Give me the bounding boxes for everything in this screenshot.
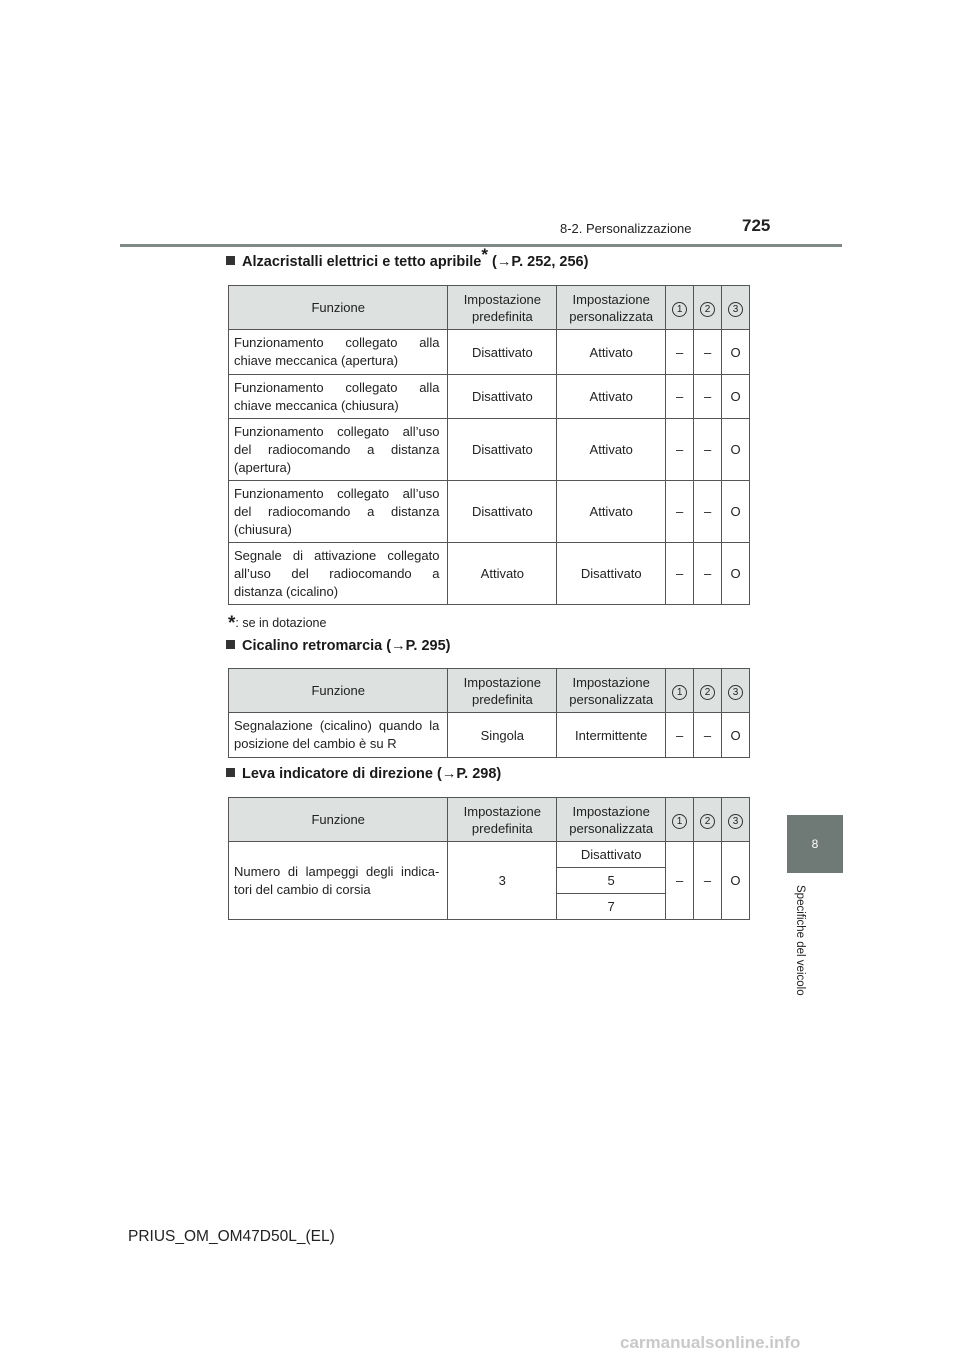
table-row <box>229 330 750 375</box>
function-cell: Segnale di attivazione collegato all’uso del radiocomando a distanza (cicalino) <box>229 543 448 605</box>
function-cell: Funzionamento collegato alla chiave meccanica (apertura) <box>229 330 448 375</box>
method-2-cell: – <box>694 842 722 920</box>
method-3-cell: O <box>721 842 749 920</box>
method-3-cell: O <box>722 481 750 543</box>
method-2-cell: – <box>694 375 722 419</box>
column-header-method-3 <box>722 669 750 713</box>
circled-one-icon: 1 <box>672 302 687 317</box>
method-1-cell: – <box>666 713 694 758</box>
function-cell: Segnalazione (cicalino) quando la posizione del cambio è su R <box>229 713 448 758</box>
circled-three-icon: 3 <box>728 302 743 317</box>
method-2-cell: – <box>694 543 722 605</box>
table-row <box>229 419 750 481</box>
section-title-turn-signal-lever: Leva indicatore di direzione (→P. 298) <box>226 766 501 782</box>
table-header-row <box>229 798 750 842</box>
custom-cell: Attivato <box>557 330 666 375</box>
column-header-function: Funzione <box>229 286 448 330</box>
method-3-cell: O <box>722 330 750 375</box>
custom-cell: Attivato <box>557 419 666 481</box>
table-row <box>229 543 750 605</box>
column-header-custom: Impostazione personalizzata <box>557 669 666 713</box>
default-cell: Singola <box>448 713 557 758</box>
column-header-method-2 <box>694 669 722 713</box>
column-header-default: Impostazione predefinita <box>448 669 557 713</box>
custom-cell: Attivato <box>557 481 666 543</box>
circled-one-icon: 1 <box>672 814 687 829</box>
circled-two-icon: 2 <box>700 814 715 829</box>
square-bullet-icon <box>226 640 235 649</box>
chapter-title: Specifiche del veicolo <box>794 885 806 996</box>
square-bullet-icon <box>226 256 235 265</box>
column-header-function: Funzione <box>229 669 448 713</box>
default-cell: 3 <box>448 842 557 920</box>
method-1-cell: – <box>666 842 694 920</box>
default-cell: Disattivato <box>448 330 557 375</box>
circled-three-icon: 3 <box>728 685 743 700</box>
method-3-cell: O <box>722 543 750 605</box>
document-id: PRIUS_OM_OM47D50L_(EL) <box>128 1228 335 1245</box>
method-3-cell: O <box>722 375 750 419</box>
settings-table-turn-signal-lever <box>228 797 750 920</box>
default-cell: Attivato <box>448 543 557 605</box>
column-header-method-2 <box>694 798 722 842</box>
table-row <box>229 713 750 758</box>
method-2-cell: – <box>694 713 722 758</box>
column-header-custom: Impostazione personalizzata <box>557 286 666 330</box>
page-reference-link[interactable]: (→P. 298) <box>437 766 502 782</box>
column-header-method-3 <box>722 286 750 330</box>
page-reference-link[interactable]: (→P. 295) <box>386 638 451 654</box>
circled-two-icon: 2 <box>700 302 715 317</box>
table-header-row <box>229 669 750 713</box>
section-title-reverse-buzzer: Cicalino retromarcia (→P. 295) <box>226 638 450 654</box>
column-header-default: Impostazione predefinita <box>448 798 557 842</box>
custom-option-cell: 5 <box>557 868 666 894</box>
footnote: *: se in dotazione <box>228 613 327 634</box>
method-2-cell: – <box>694 330 722 375</box>
column-header-method-3 <box>721 798 749 842</box>
column-header-function: Funzione <box>229 798 448 842</box>
method-1-cell: – <box>666 419 694 481</box>
table-row <box>229 481 750 543</box>
column-header-method-1 <box>666 669 694 713</box>
method-1-cell: – <box>666 481 694 543</box>
circled-two-icon: 2 <box>700 685 715 700</box>
chapter-tab[interactable]: 8 <box>787 815 843 873</box>
function-cell: Funzionamento collegato all’uso del radiocomando a distanza (apertura) <box>229 419 448 481</box>
circled-one-icon: 1 <box>672 685 687 700</box>
settings-table-reverse-buzzer <box>228 668 750 758</box>
column-header-default: Impostazione predefinita <box>448 286 557 330</box>
column-header-method-1 <box>666 798 694 842</box>
function-cell: Funzionamento collegato alla chiave meccanica (chiusura) <box>229 375 448 419</box>
function-cell: Numero di lampeggi degli indica-tori del cambio di corsia <box>229 842 448 920</box>
custom-cell: Intermittente <box>557 713 666 758</box>
method-1-cell: – <box>666 543 694 605</box>
section-heading: 8-2. Personalizzazione <box>560 221 692 236</box>
default-cell: Disattivato <box>448 419 557 481</box>
method-2-cell: – <box>694 481 722 543</box>
page-number: 725 <box>742 216 771 235</box>
section-title-power-windows: Alzacristalli elettrici e tetto apribile* (→P. 252, 256) <box>226 254 588 270</box>
default-cell: Disattivato <box>448 375 557 419</box>
column-header-custom: Impostazione personalizzata <box>557 798 666 842</box>
watermark: carmanualsonline.info <box>620 1333 801 1352</box>
column-header-method-1 <box>666 286 694 330</box>
method-3-cell: O <box>722 713 750 758</box>
page-reference-link[interactable]: (→P. 252, 256) <box>491 254 589 270</box>
custom-option-cell: 7 <box>557 894 666 920</box>
custom-option-cell: Disattivato <box>557 842 666 868</box>
function-cell: Funzionamento collegato all’uso del radiocomando a distanza (chiusura) <box>229 481 448 543</box>
settings-table-power-windows <box>228 285 750 605</box>
default-cell: Disattivato <box>448 481 557 543</box>
method-1-cell: – <box>666 375 694 419</box>
method-1-cell: – <box>666 330 694 375</box>
method-2-cell: – <box>694 419 722 481</box>
method-3-cell: O <box>722 419 750 481</box>
table-row <box>229 375 750 419</box>
custom-cell: Disattivato <box>557 543 666 605</box>
table-header-row <box>229 286 750 330</box>
square-bullet-icon <box>226 768 235 777</box>
column-header-method-2 <box>694 286 722 330</box>
custom-cell: Attivato <box>557 375 666 419</box>
table-row <box>229 842 750 868</box>
circled-three-icon: 3 <box>728 814 743 829</box>
